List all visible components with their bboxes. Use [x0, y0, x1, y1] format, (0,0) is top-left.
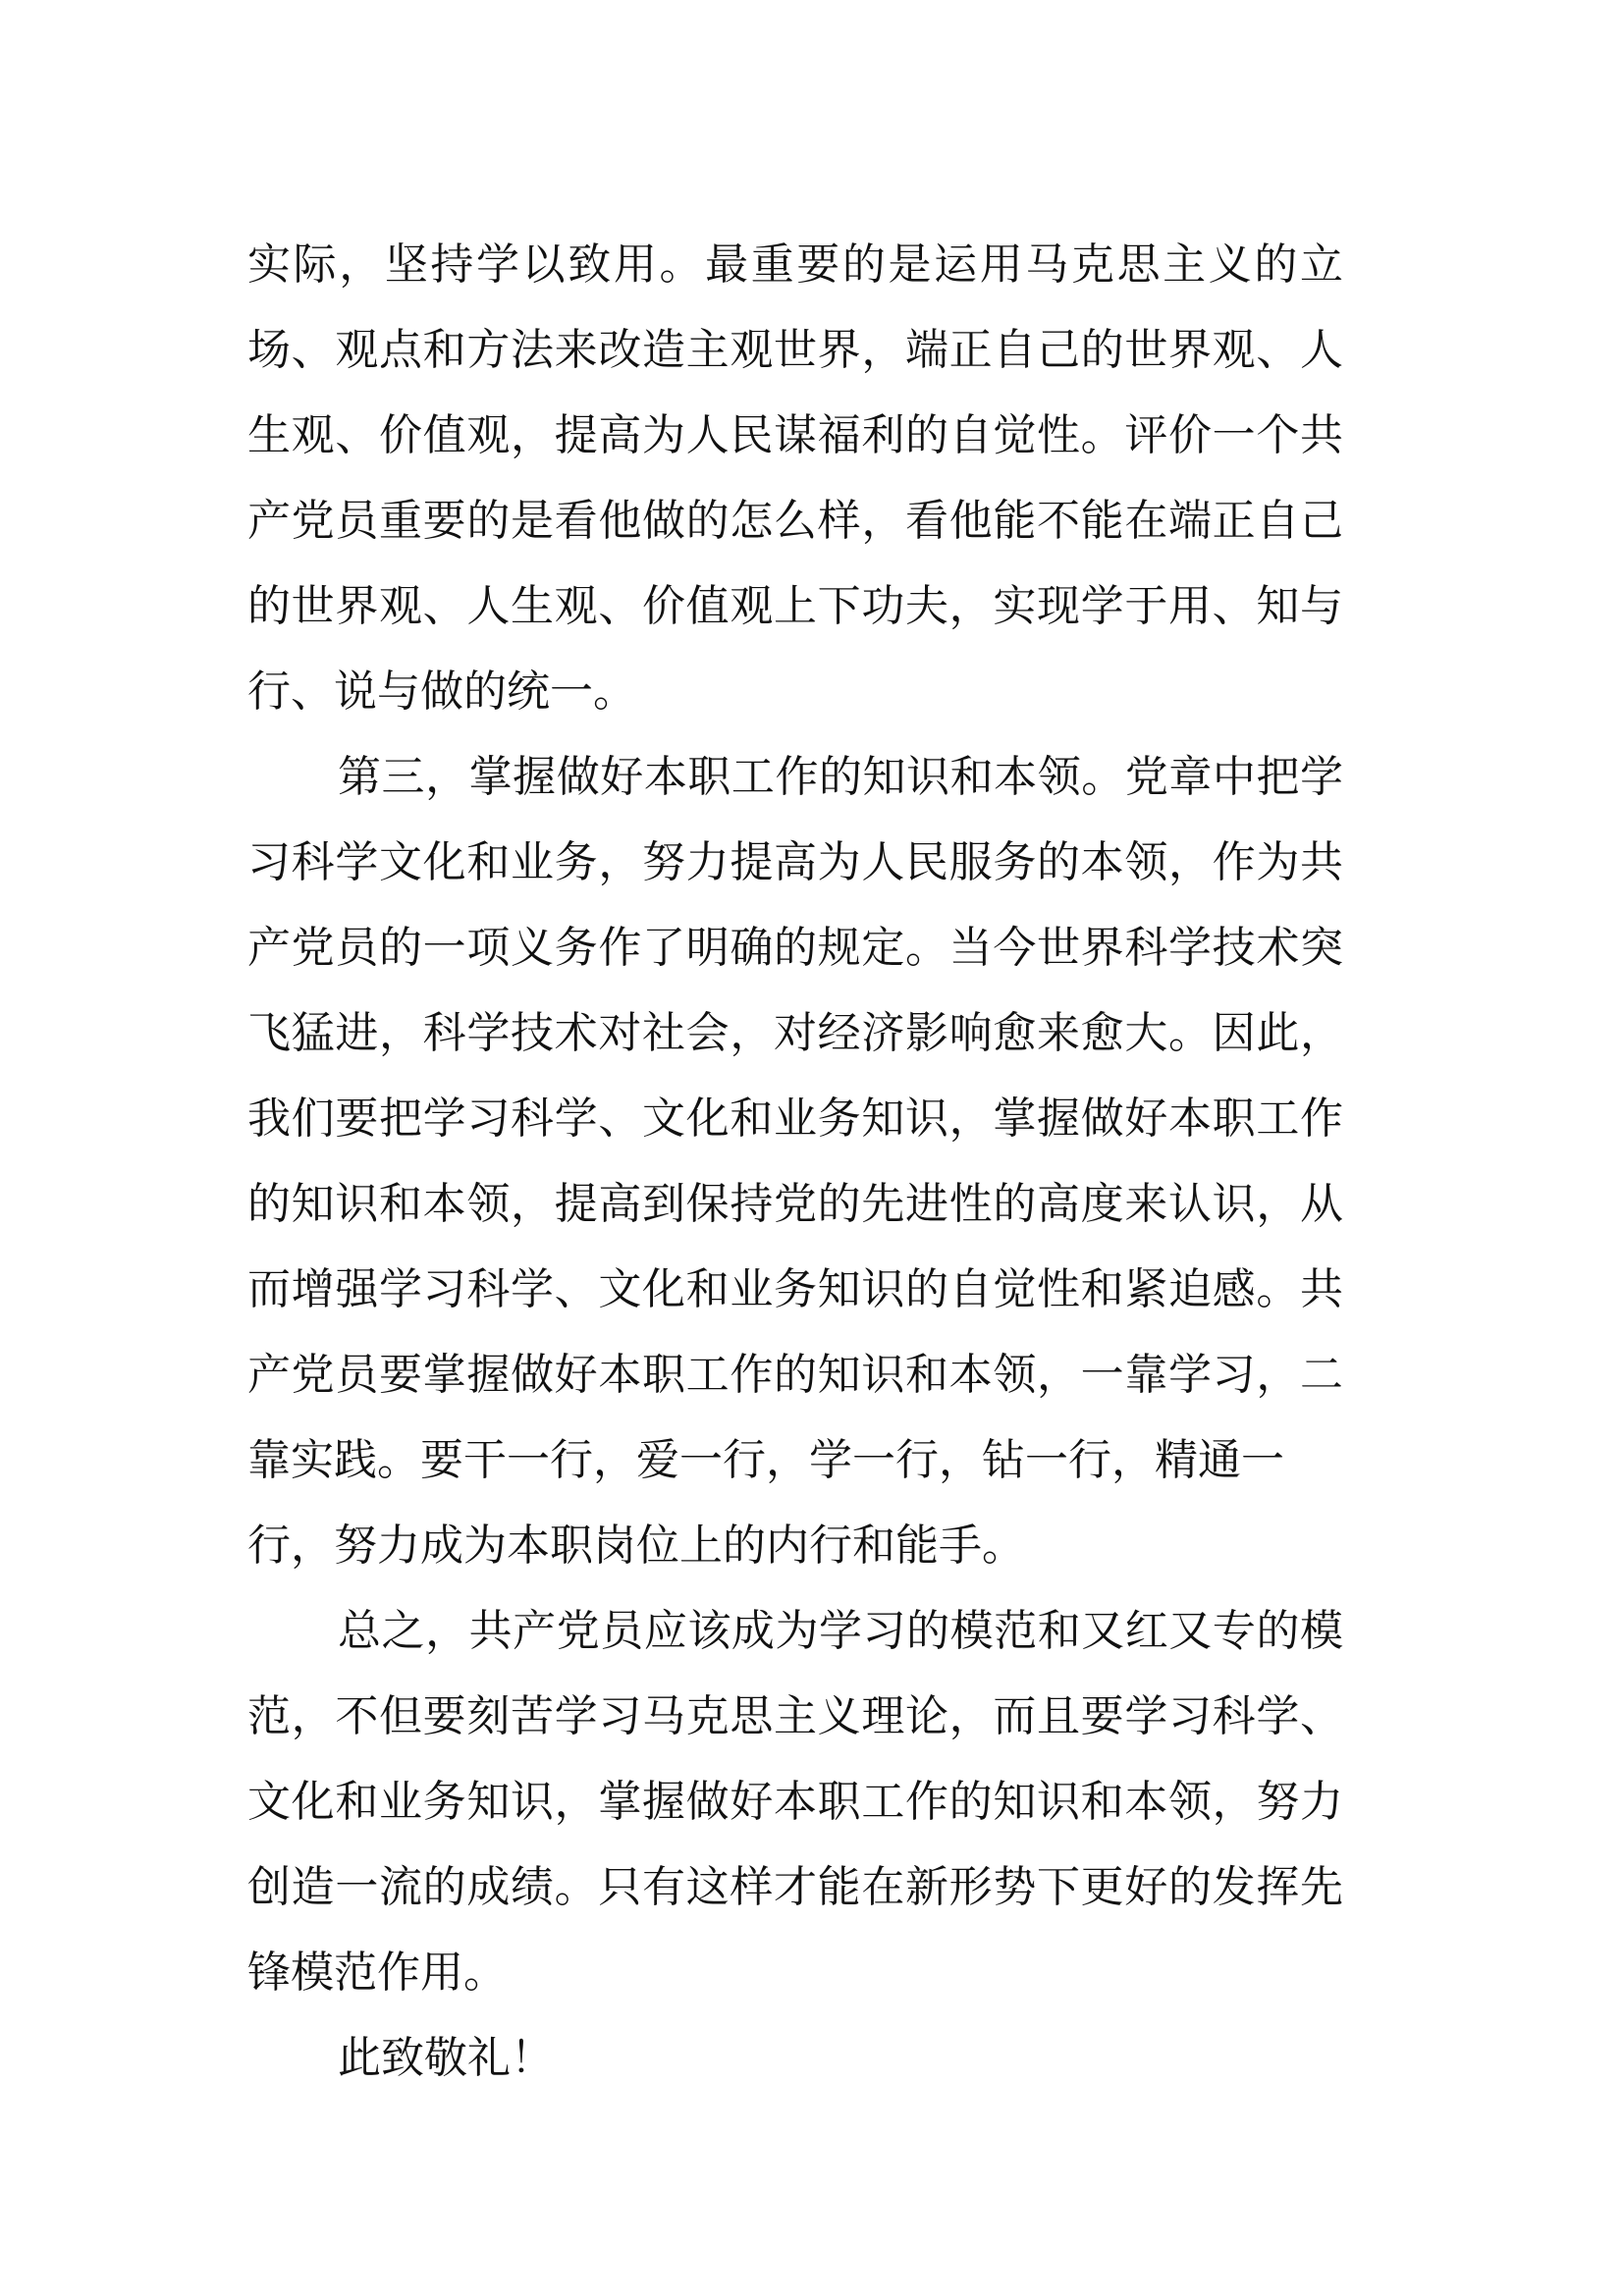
- text-line: 范，不但要刻苦学习马克思主义理论，而且要学习科学、: [247, 1691, 1343, 1741]
- text-line: 飞猛进，科学技术对社会，对经济影响愈来愈大。因此，: [247, 1008, 1343, 1058]
- text-line: 产党员重要的是看他做的怎么样，看他能不能在端正自己: [247, 496, 1343, 546]
- text-line: 靠实践。要干一行，爱一行，学一行，钻一行，精通一: [247, 1435, 1284, 1485]
- text-span: 党章中把学: [1124, 752, 1344, 802]
- text-line: 锋模范作用。: [247, 1948, 507, 1998]
- text-line: 行，努力成为本职岗位上的内行和能手。: [247, 1521, 1025, 1571]
- text-line: 产党员的一项义务作了明确的规定。当今世界科学技术突: [247, 923, 1343, 973]
- text-line: 的世界观、人生观、价值观上下功夫，实现学于用、知与: [247, 581, 1343, 631]
- closing: [247, 2015, 1343, 2101]
- section-heading: 第三，掌握做好本职工作的知识和本领。: [338, 752, 1125, 802]
- text-line: 文化和业务知识，掌握做好本职工作的知识和本领，努力: [247, 1777, 1343, 1827]
- text-line: 生观、价值观，提高为人民谋福利的自觉性。评价一个共: [247, 410, 1343, 460]
- paragraph-3: [247, 1588, 1343, 2015]
- text-line: 实际，坚持学以致用。最重要的是运用马克思主义的立: [247, 240, 1343, 290]
- text-line: 总之，共产党员应该成为学习的模范和又红又专的模: [338, 1606, 1343, 1656]
- text-line: 我们要把学习科学、文化和业务知识，掌握做好本职工作: [247, 1094, 1343, 1144]
- text-line: 创造一流的成绩。只有这样才能在新形势下更好的发挥先: [247, 1862, 1343, 1912]
- document-page: [247, 222, 1343, 2101]
- text-line: 行、说与做的统一。: [247, 667, 636, 717]
- text-line: 场、观点和方法来改造主观世界，端正自己的世界观、人: [247, 325, 1343, 375]
- text-line: 的知识和本领，提高到保持党的先进性的高度来认识，从: [247, 1179, 1343, 1229]
- text-line: 习科学文化和业务，努力提高为人民服务的本领，作为共: [247, 837, 1343, 887]
- paragraph-2: [247, 734, 1343, 1588]
- text-line: 产党员要掌握做好本职工作的知识和本领，一靠学习，二: [247, 1350, 1343, 1400]
- paragraph-1: [247, 222, 1343, 734]
- text-line: 而增强学习科学、文化和业务知识的自觉性和紧迫感。共: [247, 1264, 1343, 1314]
- text-line: [247, 734, 1343, 820]
- closing-line: 此致敬礼！: [338, 2033, 554, 2083]
